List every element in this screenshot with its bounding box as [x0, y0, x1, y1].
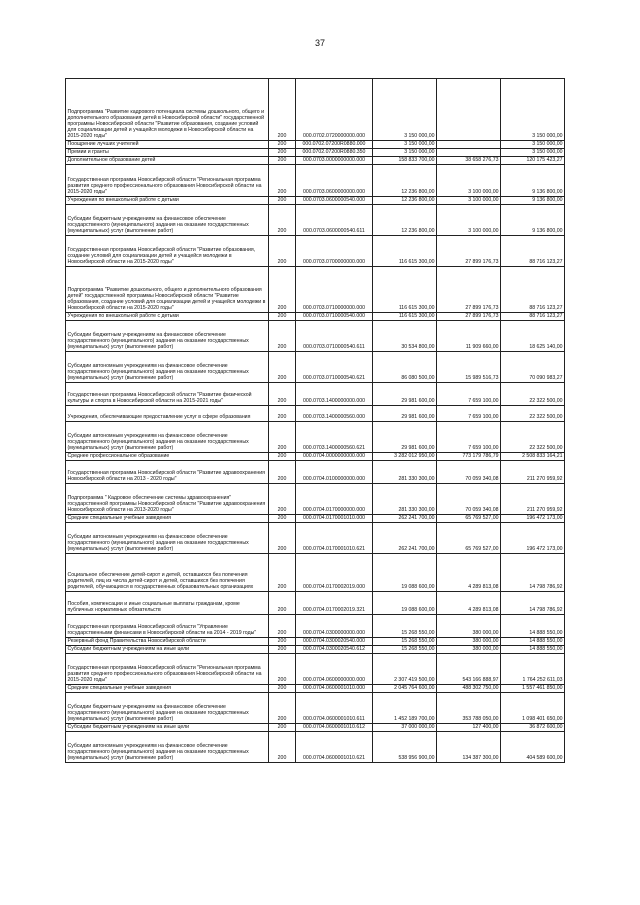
row-budget-code: 000.0704.0170002019.000 [296, 554, 373, 592]
row-approved-amount: 3 150 000,00 [373, 149, 437, 157]
table-row [66, 157, 565, 165]
row-budget-code: 000.0704.0300020540.000 [296, 638, 373, 646]
row-name: Государственная программа Новосибирской области "Развитие образования, создание условий для социализации детей и учащейся молодежи в Новосибирской области на 2015-2020 годы" [66, 236, 269, 267]
row-executed-amount: 773 179 786,79 [437, 453, 501, 461]
row-remaining-amount: 211 270 959,92 [501, 461, 565, 484]
row-executed-amount [437, 79, 501, 141]
row-ved-code: 200 [269, 383, 296, 406]
row-approved-amount: 86 080 500,00 [373, 352, 437, 383]
row-name: Субсидии бюджетным учреждениям на финансовое обеспечение государственного (муниципального) задания на оказание государственных (муниципальных) услуг (выполнение работ) [66, 693, 269, 724]
row-executed-amount: 127 400,00 [437, 724, 501, 732]
row-ved-code: 200 [269, 149, 296, 157]
row-name: Подпрограмма " Кадровое обеспечение системы здравоохранения" государственной программы Новосибирской области "Развитие здравоохранения Новосибирской области на 2013-2020 годы" [66, 484, 269, 515]
row-name: Премии и гранты [66, 149, 269, 157]
table-row [66, 724, 565, 732]
row-budget-code: 000.0704.0600000000.000 [296, 654, 373, 685]
row-remaining-amount: 9 136 800,00 [501, 205, 565, 236]
table-row [66, 615, 565, 638]
table-row [66, 646, 565, 654]
row-executed-amount: 38 658 276,73 [437, 157, 501, 165]
table-row [66, 236, 565, 267]
row-executed-amount: 7 659 100,00 [437, 422, 501, 453]
row-ved-code: 200 [269, 313, 296, 321]
row-approved-amount: 12 236 800,00 [373, 205, 437, 236]
row-ved-code: 200 [269, 615, 296, 638]
row-remaining-amount: 3 150 000,00 [501, 149, 565, 157]
row-name: Субсидии бюджетным учреждениям на иные цели [66, 724, 269, 732]
row-name: Резервный фонд Правительства Новосибирской области [66, 638, 269, 646]
row-approved-amount: 538 956 900,00 [373, 732, 437, 763]
row-executed-amount: 65 769 527,00 [437, 523, 501, 554]
row-budget-code: 000.0704.0600001010.611 [296, 693, 373, 724]
row-approved-amount: 116 615 300,00 [373, 267, 437, 313]
row-budget-code: 000.0703.0710000000.000 [296, 267, 373, 313]
row-budget-code: 000.0704.0300000000.000 [296, 615, 373, 638]
row-executed-amount: 3 100 000,00 [437, 197, 501, 205]
row-executed-amount [437, 149, 501, 157]
row-remaining-amount: 22 322 500,00 [501, 422, 565, 453]
row-remaining-amount: 88 716 123,27 [501, 236, 565, 267]
row-name: Дополнительное образование детей [66, 157, 269, 165]
row-approved-amount: 15 268 550,00 [373, 646, 437, 654]
row-executed-amount: 4 289 813,08 [437, 554, 501, 592]
row-budget-code: 000.0702.07200R0880.000 [296, 141, 373, 149]
row-remaining-amount: 70 090 983,27 [501, 352, 565, 383]
row-executed-amount: 27 899 176,73 [437, 236, 501, 267]
row-remaining-amount: 1 764 252 611,03 [501, 654, 565, 685]
table-row [66, 149, 565, 157]
budget-rows [66, 79, 565, 763]
row-remaining-amount: 9 136 800,00 [501, 197, 565, 205]
row-name: Субсидии автономным учреждениям на финансовое обеспечение государственного (муниципального) задания на оказание государственных (муниципальных) услуг (выполнение работ) [66, 352, 269, 383]
row-ved-code: 200 [269, 197, 296, 205]
row-executed-amount [437, 141, 501, 149]
row-executed-amount: 4 289 813,08 [437, 592, 501, 615]
row-ved-code: 200 [269, 654, 296, 685]
table-row [66, 267, 565, 313]
row-ved-code: 200 [269, 484, 296, 515]
row-approved-amount: 3 282 012 950,00 [373, 453, 437, 461]
row-name: Субсидии автономным учреждениям на финансовое обеспечение государственного (муниципального) задания на оказание государственных (муниципальных) услуг (выполнение работ) [66, 732, 269, 763]
table-row [66, 461, 565, 484]
row-ved-code: 200 [269, 646, 296, 654]
table-row [66, 638, 565, 646]
row-remaining-amount: 2 508 833 164,21 [501, 453, 565, 461]
table-row [66, 515, 565, 523]
row-approved-amount: 281 330 300,00 [373, 484, 437, 515]
row-budget-code: 000.0703.1400000560.621 [296, 422, 373, 453]
row-name: Подпрограмма "Развитие дошкольного, общего и дополнительного образования детей" государственной программы Новосибирской области "Развитие образования, создание условий для социализации детей и учащейся молодежи в Новосибирской области на 2015-2020 годы" [66, 267, 269, 313]
row-executed-amount: 11 909 660,00 [437, 321, 501, 352]
row-name: Среднее профессиональное образование [66, 453, 269, 461]
row-ved-code: 200 [269, 79, 296, 141]
row-ved-code: 200 [269, 554, 296, 592]
row-name: Подпрограмма "Развитие кадрового потенциала системы дошкольного, общего и дополнительного образования детей в Новосибирской области" государственной программы Новосибирской области "Развитие образования, создание условий для социализации детей и учащейся молодежи в Новосибирской области на 2015-2020 годы" [66, 79, 269, 141]
row-name: Государственная программа Новосибирской области "Региональная программа развития среднего профессионального образования Новосибирской области на 2015-2020 годы" [66, 165, 269, 197]
row-name: Пособия, компенсации и иные социальные выплаты гражданам, кроме публичных нормативных обязательств [66, 592, 269, 615]
row-budget-code: 000.0703.0600000540.611 [296, 205, 373, 236]
row-ved-code: 200 [269, 141, 296, 149]
row-remaining-amount: 196 472 173,00 [501, 523, 565, 554]
row-executed-amount: 134 387 300,00 [437, 732, 501, 763]
row-remaining-amount: 120 175 423,27 [501, 157, 565, 165]
row-ved-code: 200 [269, 693, 296, 724]
row-remaining-amount: 22 322 500,00 [501, 383, 565, 406]
row-approved-amount: 158 833 700,00 [373, 157, 437, 165]
row-budget-code: 000.0703.0600000000.000 [296, 165, 373, 197]
row-remaining-amount: 18 625 140,00 [501, 321, 565, 352]
table-row [66, 406, 565, 422]
row-ved-code: 200 [269, 732, 296, 763]
table-row [66, 693, 565, 724]
row-executed-amount: 380 000,00 [437, 638, 501, 646]
row-remaining-amount: 14 888 550,00 [501, 638, 565, 646]
row-name: Социальное обеспечение детей-сирот и детей, оставшихся без попечения родителей, лиц из числа детей-сирот и детей, оставшихся без попечения родителей, обучающихся в государственных образовательных организациях [66, 554, 269, 592]
row-executed-amount: 7 659 100,00 [437, 406, 501, 422]
row-name: Субсидии бюджетным учреждениям на финансовое обеспечение государственного (муниципального) задания на оказание государственных (муниципальных) услуг (выполнение работ) [66, 205, 269, 236]
row-executed-amount: 27 899 176,73 [437, 313, 501, 321]
row-executed-amount: 543 166 888,97 [437, 654, 501, 685]
table-row [66, 352, 565, 383]
row-ved-code: 200 [269, 724, 296, 732]
row-ved-code: 200 [269, 267, 296, 313]
budget-table [65, 78, 565, 763]
row-name: Государственная программа Новосибирской области "Региональная программа развития среднего профессионального образования Новосибирской области на 2015-2020 годы" [66, 654, 269, 685]
row-approved-amount: 30 534 800,00 [373, 321, 437, 352]
row-budget-code: 000.0704.0170002019.321 [296, 592, 373, 615]
table-row [66, 205, 565, 236]
row-approved-amount: 29 981 600,00 [373, 383, 437, 406]
row-ved-code: 200 [269, 422, 296, 453]
row-remaining-amount: 88 716 123,27 [501, 267, 565, 313]
row-budget-code: 000.0704.0300020540.612 [296, 646, 373, 654]
row-remaining-amount: 14 888 550,00 [501, 615, 565, 638]
table-row [66, 79, 565, 141]
row-approved-amount: 262 241 700,00 [373, 515, 437, 523]
row-ved-code: 200 [269, 165, 296, 197]
row-approved-amount: 29 981 600,00 [373, 406, 437, 422]
row-remaining-amount: 14 798 786,92 [501, 592, 565, 615]
row-ved-code: 200 [269, 406, 296, 422]
row-budget-code: 000.0704.0600001010.621 [296, 732, 373, 763]
row-name: Субсидии бюджетным учреждениям на финансовое обеспечение государственного (муниципального) задания на оказание государственных (муниципальных) услуг (выполнение работ) [66, 321, 269, 352]
row-name: Поощрение лучших учителей [66, 141, 269, 149]
row-approved-amount: 15 268 550,00 [373, 638, 437, 646]
row-executed-amount: 380 000,00 [437, 646, 501, 654]
row-approved-amount: 12 236 800,00 [373, 165, 437, 197]
row-executed-amount: 7 659 100,00 [437, 383, 501, 406]
row-name: Учреждения по внешкольной работе с детьми [66, 197, 269, 205]
row-approved-amount: 262 241 700,00 [373, 523, 437, 554]
row-executed-amount: 65 769 527,00 [437, 515, 501, 523]
row-remaining-amount: 1 557 461 850,00 [501, 685, 565, 693]
row-executed-amount: 3 100 000,00 [437, 165, 501, 197]
page-number: 37 [314, 38, 325, 48]
row-ved-code: 200 [269, 352, 296, 383]
row-remaining-amount: 1 098 401 650,00 [501, 693, 565, 724]
row-budget-code: 000.0704.0100000000.000 [296, 461, 373, 484]
table-row [66, 592, 565, 615]
row-name: Государственная программа Новосибирской области "Управление государственными финансами в Новосибирской области на 2014 - 2019 годы" [66, 615, 269, 638]
row-ved-code: 200 [269, 453, 296, 461]
row-remaining-amount: 404 589 600,00 [501, 732, 565, 763]
row-ved-code: 200 [269, 461, 296, 484]
table-row [66, 197, 565, 205]
row-remaining-amount: 211 270 959,92 [501, 484, 565, 515]
table-row [66, 165, 565, 197]
row-ved-code: 200 [269, 236, 296, 267]
table-row [66, 313, 565, 321]
row-ved-code: 200 [269, 685, 296, 693]
row-remaining-amount: 14 888 550,00 [501, 646, 565, 654]
table-row [66, 554, 565, 592]
row-approved-amount: 116 615 300,00 [373, 236, 437, 267]
row-approved-amount: 37 000 000,00 [373, 724, 437, 732]
row-ved-code: 200 [269, 321, 296, 352]
row-ved-code: 200 [269, 523, 296, 554]
row-budget-code: 000.0704.0600001010.000 [296, 685, 373, 693]
row-remaining-amount: 22 322 500,00 [501, 406, 565, 422]
row-name: Учреждения, обеспечивающие предоставление услуг в сфере образования [66, 406, 269, 422]
row-executed-amount: 3 100 000,00 [437, 205, 501, 236]
row-approved-amount: 29 981 600,00 [373, 422, 437, 453]
row-budget-code: 000.0702.0720000000.000 [296, 79, 373, 141]
row-budget-code: 000.0703.0000000000.000 [296, 157, 373, 165]
row-executed-amount: 488 302 750,00 [437, 685, 501, 693]
row-name: Субсидии автономным учреждениям на финансовое обеспечение государственного (муниципального) задания на оказание государственных (муниципальных) услуг (выполнение работ) [66, 523, 269, 554]
row-name: Средние специальные учебные заведения [66, 515, 269, 523]
row-budget-code: 000.0703.0710000540.000 [296, 313, 373, 321]
row-remaining-amount: 88 716 123,27 [501, 313, 565, 321]
table-row [66, 383, 565, 406]
row-ved-code: 200 [269, 157, 296, 165]
row-budget-code: 000.0703.0600000540.000 [296, 197, 373, 205]
row-ved-code: 200 [269, 592, 296, 615]
table-row [66, 321, 565, 352]
row-approved-amount: 2 307 419 500,00 [373, 654, 437, 685]
row-budget-code: 000.0703.1400000000.000 [296, 383, 373, 406]
row-ved-code: 200 [269, 515, 296, 523]
table-row [66, 523, 565, 554]
row-remaining-amount: 3 150 000,00 [501, 79, 565, 141]
row-executed-amount: 70 059 340,08 [437, 484, 501, 515]
row-executed-amount: 15 989 516,73 [437, 352, 501, 383]
row-name: Средние специальные учебные заведения [66, 685, 269, 693]
table-row [66, 732, 565, 763]
row-approved-amount: 15 268 550,00 [373, 615, 437, 638]
row-approved-amount: 19 088 600,00 [373, 554, 437, 592]
table-row [66, 685, 565, 693]
table-row [66, 422, 565, 453]
row-budget-code: 000.0703.1400000560.000 [296, 406, 373, 422]
row-executed-amount: 353 788 050,00 [437, 693, 501, 724]
table-row [66, 141, 565, 149]
row-budget-code: 000.0704.0170001010.621 [296, 523, 373, 554]
row-name: Учреждения по внешкольной работе с детьми [66, 313, 269, 321]
row-name: Государственная программа Новосибирской области "Развитие физической культуры и спорта в Новосибирской области на 2015-2021 годы" [66, 383, 269, 406]
row-executed-amount: 27 899 176,73 [437, 267, 501, 313]
row-budget-code: 000.0704.0600001010.612 [296, 724, 373, 732]
row-remaining-amount: 14 798 786,92 [501, 554, 565, 592]
row-name: Субсидии бюджетным учреждениям на иные цели [66, 646, 269, 654]
row-approved-amount: 1 452 189 700,00 [373, 693, 437, 724]
row-ved-code: 200 [269, 205, 296, 236]
row-budget-code: 000.0703.0710000540.621 [296, 352, 373, 383]
row-approved-amount: 2 045 764 600,00 [373, 685, 437, 693]
row-remaining-amount: 9 136 800,00 [501, 165, 565, 197]
row-budget-code: 000.0704.0000000000.000 [296, 453, 373, 461]
row-executed-amount: 70 059 340,08 [437, 461, 501, 484]
table-row [66, 484, 565, 515]
row-ved-code: 200 [269, 638, 296, 646]
row-approved-amount: 116 615 300,00 [373, 313, 437, 321]
row-remaining-amount: 196 472 173,00 [501, 515, 565, 523]
row-approved-amount: 281 330 300,00 [373, 461, 437, 484]
row-approved-amount: 3 150 000,00 [373, 79, 437, 141]
row-budget-code: 000.0703.0700000000.000 [296, 236, 373, 267]
row-budget-code: 000.0704.0170000000.000 [296, 484, 373, 515]
row-remaining-amount: 36 872 600,00 [501, 724, 565, 732]
row-budget-code: 000.0703.0710000540.611 [296, 321, 373, 352]
table-row [66, 654, 565, 685]
row-budget-code: 000.0702.07200R0880.350 [296, 149, 373, 157]
row-name: Субсидии автономным учреждениям на финансовое обеспечение государственного (муниципального) задания на оказание государственных (муниципальных) услуг (выполнение работ) [66, 422, 269, 453]
table-row [66, 453, 565, 461]
row-remaining-amount: 3 150 000,00 [501, 141, 565, 149]
row-approved-amount: 3 150 000,00 [373, 141, 437, 149]
row-budget-code: 000.0704.0170001010.000 [296, 515, 373, 523]
row-executed-amount: 380 000,00 [437, 615, 501, 638]
row-approved-amount: 12 236 800,00 [373, 197, 437, 205]
row-name: Государственная программа Новосибирской области "Развитие здравоохранения Новосибирской области на 2013 - 2020 годы" [66, 461, 269, 484]
row-approved-amount: 19 088 600,00 [373, 592, 437, 615]
